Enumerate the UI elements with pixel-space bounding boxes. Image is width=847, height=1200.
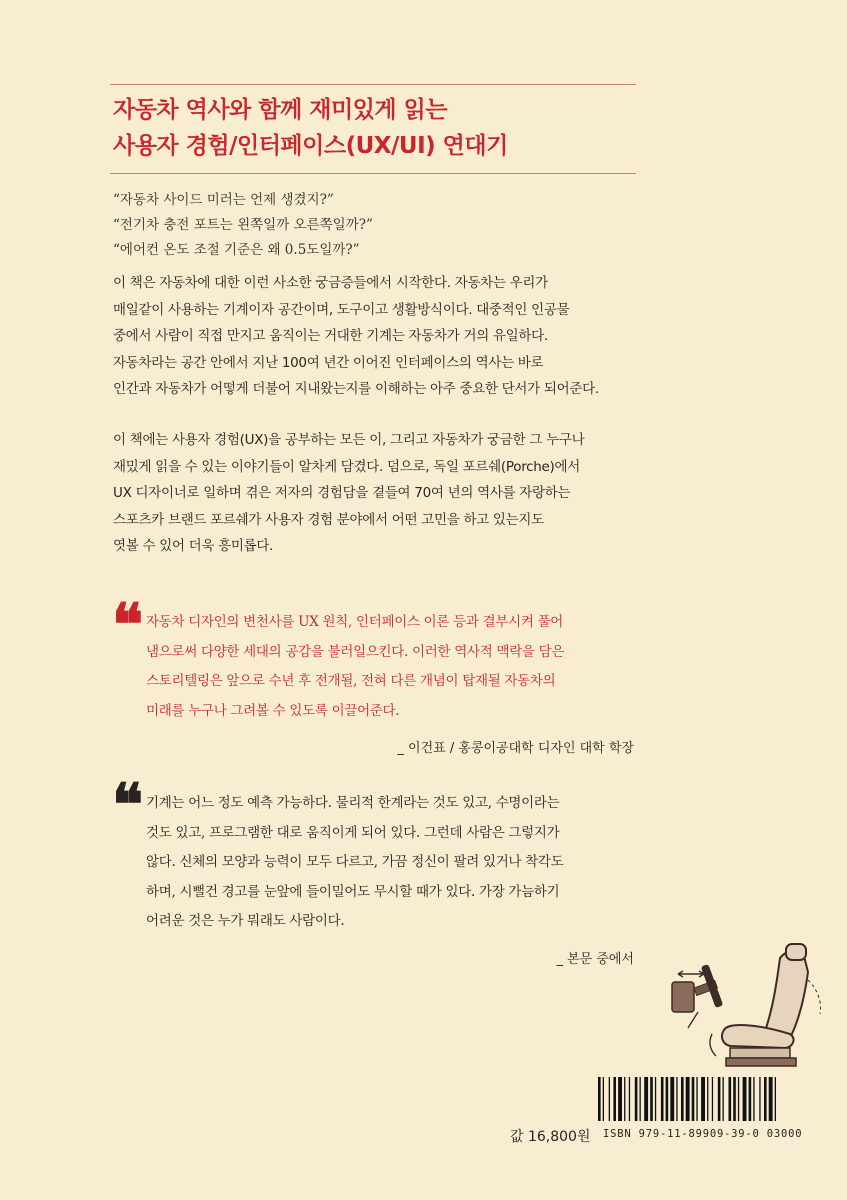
quote-line: 어려운 것은 누가 뭐래도 사람이다. [146,913,345,929]
paragraph-line: UX 디자이너로 일하며 겪은 저자의 경험담을 곁들여 70여 년의 역사를 자랑하는 [113,485,571,501]
top-divider [110,84,636,85]
quote-line: 냄으로써 다양한 세대의 공감을 불러일으킨다. 이러한 역사적 맥락을 담은 [146,643,565,660]
quote-line: 않다. 신체의 모양과 능력이 모두 다르고, 가끔 정신이 팔려 있거나 착각도 [146,854,564,870]
barcode-icon [598,1077,826,1121]
audience-paragraph [113,427,673,560]
question-2: “전기차 충전 포트는 왼쪽일까 오른쪽일까?” [113,217,373,233]
quote-line: 미래를 누구나 그려볼 수 있도록 이끌어준다. [146,702,400,719]
endorsement-attribution: _ 이건표 / 홍콩이공대학 디자인 대학 학장 [397,741,634,756]
paragraph-line: 매일같이 사용하는 기계이자 공간이며, 도구이고 생활방식이다. 대중적인 인공물 [113,301,570,318]
headline-line-1: 자동차 역사와 함께 재미있게 읽는 [113,97,448,123]
price-label: 값 16,800원 [510,1129,591,1145]
question-list [113,188,373,263]
excerpt-attribution: _ 본문 중에서 [556,952,634,967]
quote-line: 하며, 시뻘건 경고를 눈앞에 들이밀어도 무시할 때가 있다. 가장 가늠하기 [146,883,560,900]
isbn-label: ISBN 979-11-89909-39-0 03000 [603,1128,803,1140]
paragraph-line: 엿볼 수 있어 더욱 흥미롭다. [113,538,274,554]
car-seat-illustration-icon [668,942,828,1074]
quote-line: 자동차 디자인의 변천사를 UX 원칙, 인터페이스 이론 등과 결부시켜 풀어 [146,614,564,630]
paragraph-line: 중에서 사람이 직접 만지고 움직이는 거대한 기계는 자동차가 거의 유일하다. [113,328,548,344]
quote-line: 기계는 어느 정도 예측 가능하다. 물리적 한계라는 것도 있고, 수명이라는 [146,795,560,811]
headline-line-2: 사용자 경험/인터페이스(UX/UI) 연대기 [113,133,508,159]
question-3: “에어컨 온도 조절 기준은 왜 0.5도일까?” [113,242,360,258]
quote-mark-icon: ❝ [112,771,144,839]
paragraph-line: 이 책은 자동차에 대한 이런 사소한 궁금증들에서 시작한다. 자동차는 우리가 [113,275,548,291]
headline [113,92,653,164]
intro-paragraph [113,270,673,403]
paragraph-line: 이 책에는 사용자 경험(UX)을 공부하는 모든 이, 그리고 자동차가 궁금한 그 누구나 [113,432,585,448]
paragraph-line: 자동차라는 공간 안에서 지난 100여 년간 이어진 인터페이스의 역사는 바로 [113,354,544,371]
endorsement-quote [146,608,666,726]
paragraph-line: 스포츠카 브랜드 포르쉐가 사용자 경험 분야에서 어떤 고민을 하고 있는지도 [113,511,544,528]
quote-mark-icon: ❝ [112,591,144,659]
headline-divider [110,173,636,174]
paragraph-line: 재밌게 읽을 수 있는 이야기들이 알차게 담겼다. 덤으로, 독일 포르쉐(Porche)에서 [113,458,580,475]
excerpt-quote [146,789,666,937]
quote-line: 것도 있고, 프로그램한 대로 움직이게 되어 있다. 그런데 사람은 그렇지가 [146,824,560,841]
quote-line: 스토리텔링은 앞으로 수년 후 전개될, 전혀 다른 개념이 탑재될 자동차의 [146,673,556,689]
paragraph-line: 인간과 자동차가 어떻게 더불어 지내왔는지를 이해하는 아주 중요한 단서가 되어준다. [113,381,599,397]
question-1: “자동차 사이드 미러는 언제 생겼지?” [113,192,334,208]
